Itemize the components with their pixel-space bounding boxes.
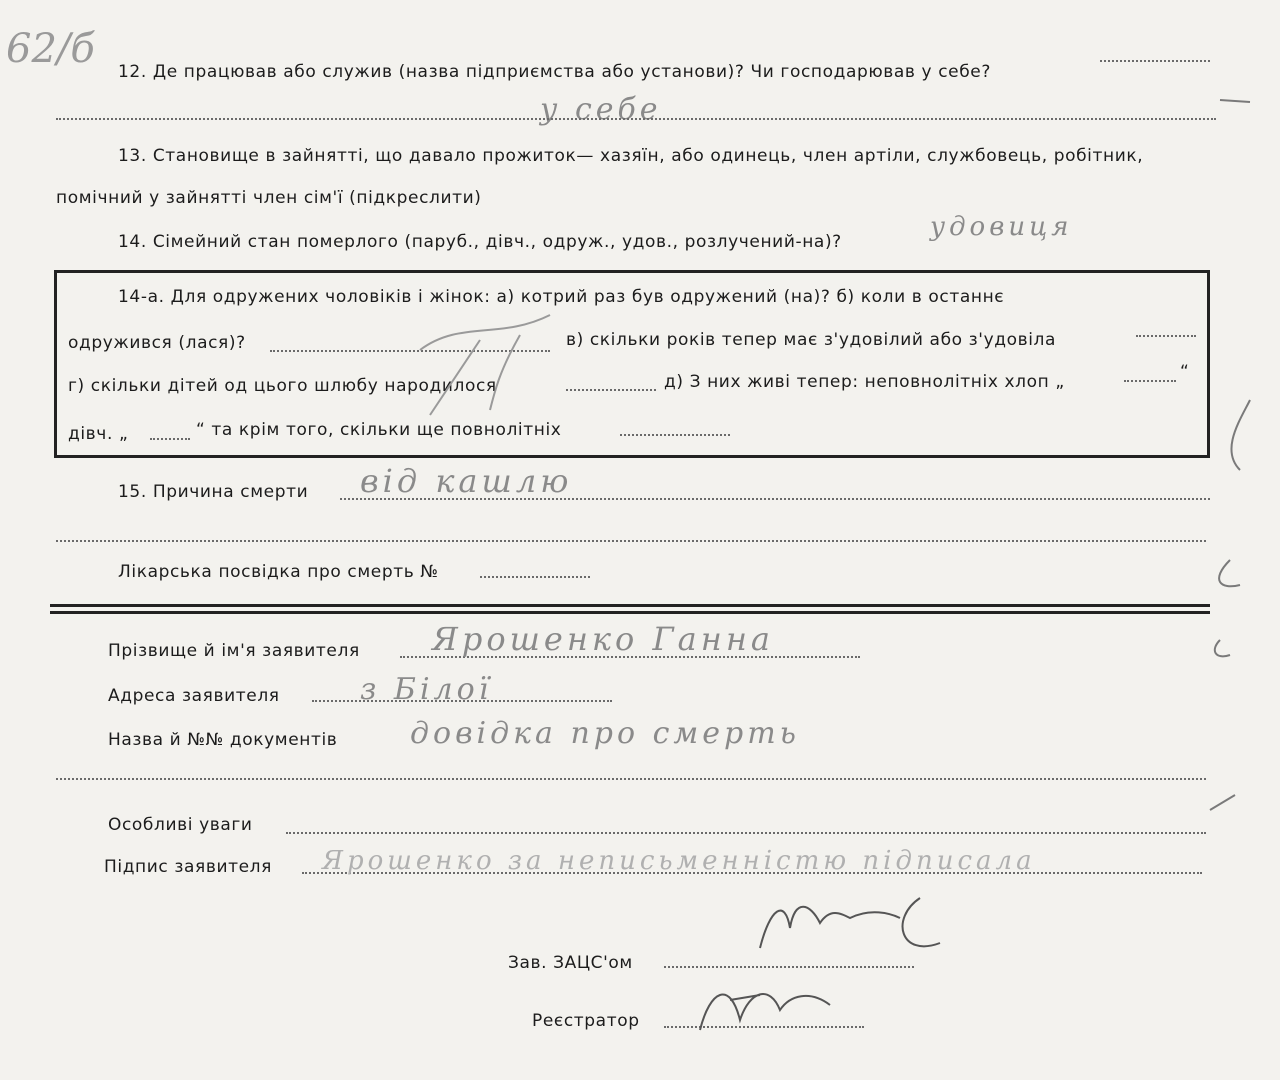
applicant-name-value: Ярошенко Ганна [432, 620, 774, 658]
death-certificate-label: Лікарська посвідка про смерть № [118, 562, 439, 582]
section-divider-bottom [50, 611, 1210, 614]
q14-answer: удовиця [930, 212, 1073, 242]
special-notes-label: Особливі уваги [108, 815, 253, 835]
q15-extra-line [56, 540, 1206, 542]
death-certificate-blank [480, 576, 590, 578]
q13-label-line1: 13. Становище в зайнятті, що давало прожиток— хазяїн, або одинець, член артіли, службовець, робітник, [118, 146, 1144, 166]
q12-label: 12. Де працював або служив (назва підприємства або установи)? Чи господарював у себе? [118, 62, 991, 82]
applicant-documents-label: Назва й №№ документів [108, 730, 338, 750]
applicant-documents-extra-line [56, 778, 1206, 780]
section-divider-top [50, 604, 1210, 607]
q14a-line2-right: в) скільки років тепер має з'удовілий або з'удовіла [566, 330, 1057, 350]
q14a-line3-end-blank [1124, 380, 1176, 382]
q14a-line3-left: г) скільки дітей од цього шлюбу народилося [68, 376, 497, 396]
q14a-line3-close-quote: “ [1180, 362, 1190, 382]
applicant-signature-value: Ярошенко за неписьменністю підписала [322, 846, 1036, 876]
special-notes-line [286, 832, 1206, 834]
q14a-line4-end-blank [620, 434, 730, 436]
q14a-line1: 14-а. Для одружених чоловіків і жінок: а) котрий раз був одружений (на)? б) коли в останнє [118, 287, 1005, 307]
q14a-dash-scribble [400, 310, 600, 420]
q12-answer-line [56, 118, 1216, 120]
q15-label: 15. Причина смерти [118, 482, 309, 502]
q14a-line3-right: д) З них живі тепер: неповнолітніх хлоп „ [664, 372, 1065, 392]
applicant-signature-label: Підпис заявителя [104, 857, 272, 877]
registrar-label: Реєстратор [532, 1011, 640, 1031]
q13-label-line2: помічний у зайнятті член сім'ї (підкреслити) [56, 188, 482, 208]
applicant-address-label: Адреса заявителя [108, 686, 280, 706]
registry-head-signature [740, 888, 980, 968]
margin-pencil-marks [1180, 90, 1280, 850]
applicant-documents-value: довідка про смерть [410, 716, 801, 751]
q14a-line4-blank [150, 438, 190, 440]
q12-answer: у себе [540, 92, 662, 127]
registry-head-label: Зав. ЗАЦС'ом [508, 953, 633, 973]
q12-dotted-line-end [1100, 60, 1210, 62]
q14a-line4-right: “ та крім того, скільки ще повнолітніх [196, 420, 562, 440]
q14-label: 14. Сімейний стан померлого (паруб., дівч., одруж., удов., розлучений-на)? [118, 232, 842, 252]
q14a-line4-left: дівч. „ [68, 424, 129, 444]
applicant-address-value: з Білої [360, 672, 493, 707]
q14a-line2-left: одружився (лася)? [68, 333, 246, 353]
registrar-signature [690, 970, 850, 1050]
q15-answer: від кашлю [360, 462, 573, 500]
applicant-name-label: Прізвище й ім'я заявителя [108, 641, 360, 661]
archive-page-number: 62/б [6, 26, 95, 72]
